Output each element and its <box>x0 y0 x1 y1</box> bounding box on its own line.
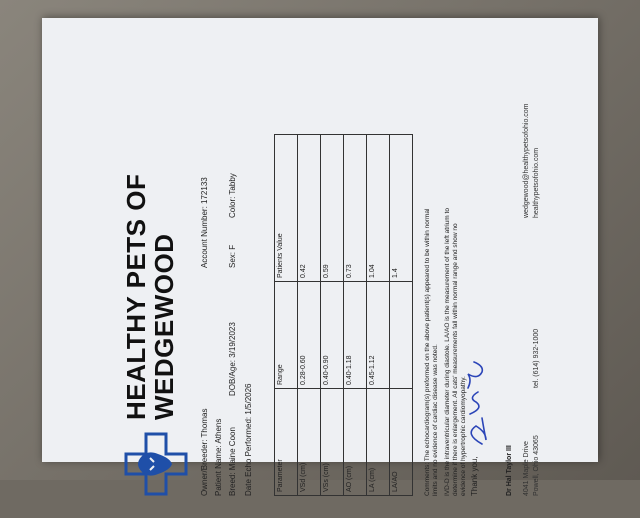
cell-range: 0.28-0.60 <box>298 282 321 389</box>
cell-range: 0.45-1.12 <box>367 282 390 389</box>
header-patients-value: Patients Value <box>275 135 298 282</box>
cell-parameter: LA (cm) <box>367 389 390 496</box>
cell-parameter: LA/AO <box>390 389 413 496</box>
table-row <box>321 135 344 496</box>
clinic-name-line1: HEALTHY PETS OF <box>121 173 151 420</box>
table-row <box>390 135 413 496</box>
cell-parameter: VSs (cm) <box>321 389 344 496</box>
echo-report-page <box>42 18 598 496</box>
echo-parameters-table <box>274 134 413 496</box>
table-row <box>344 135 367 496</box>
cell-value: 0.73 <box>344 135 367 282</box>
report-content <box>98 0 542 518</box>
comments-block <box>424 196 468 496</box>
dob-label: DOB/Age: 3/19/2023 <box>228 322 237 396</box>
owner-label: Owner/Breeder: Thomas <box>200 408 209 496</box>
header-range: Range <box>275 282 298 389</box>
table-row <box>298 135 321 496</box>
comments-text: Comments: The echocardiogram(s) preformed on the above patient(s) appeared to be within normal limits and no evidence of cardiac disease was noted. <box>424 208 439 496</box>
footer-email: wedgewood@healthypetsofohio.com <box>523 103 530 218</box>
cell-parameter: VSd (cm) <box>298 389 321 496</box>
cell-value: 1.04 <box>367 135 390 282</box>
cell-value: 1.4 <box>390 135 413 282</box>
cell-value: 0.42 <box>298 135 321 282</box>
cell-range <box>390 282 413 389</box>
cell-range: 0.40-0.90 <box>321 282 344 389</box>
cell-value: 0.59 <box>321 135 344 282</box>
table-row <box>367 135 390 496</box>
cell-range: 0.40-1.18 <box>344 282 367 389</box>
footer-website: healthypetsofohio.com <box>533 147 540 218</box>
footer-address-line1: 4041 Maple Drive <box>523 441 530 496</box>
echo-date-label: Date Echo Performed: 1/5/2026 <box>244 383 253 496</box>
table-header-row <box>275 135 298 496</box>
footer-address <box>522 441 531 496</box>
footer-phone: tel. (614) 932-1000 <box>533 328 540 388</box>
sex-label: Sex: F <box>228 244 237 268</box>
footer-city: Powell, Ohio 43065 <box>533 435 540 496</box>
clinic-name <box>122 174 178 420</box>
breed-label: Breed: Maine Coon <box>228 427 237 496</box>
doctor-name: Dr Hal Taylor III <box>506 445 513 496</box>
clinic-name-line2: WEDGEWOOD <box>149 233 179 420</box>
clinic-logo-cross-icon <box>124 432 188 496</box>
comments-note: IVD-D is the intraventricular diameter during diastole. LA/AO is the measurement of the left atrium to determine if there is enlargement. All cats' measurements fall within normal range and show no evidence of hypertrophic cardiomyopathy. <box>444 208 467 496</box>
patient-name-label: Patient Name: Athens <box>214 418 223 496</box>
account-number-label: Account Number: 172133 <box>200 177 209 268</box>
cell-parameter: AO (cm) <box>344 389 367 496</box>
color-label: Color: Tabby <box>228 173 237 218</box>
header-parameter: Parameter <box>275 389 298 496</box>
thank-you-text: Thank you, <box>470 456 479 496</box>
handwritten-signature <box>460 358 490 448</box>
